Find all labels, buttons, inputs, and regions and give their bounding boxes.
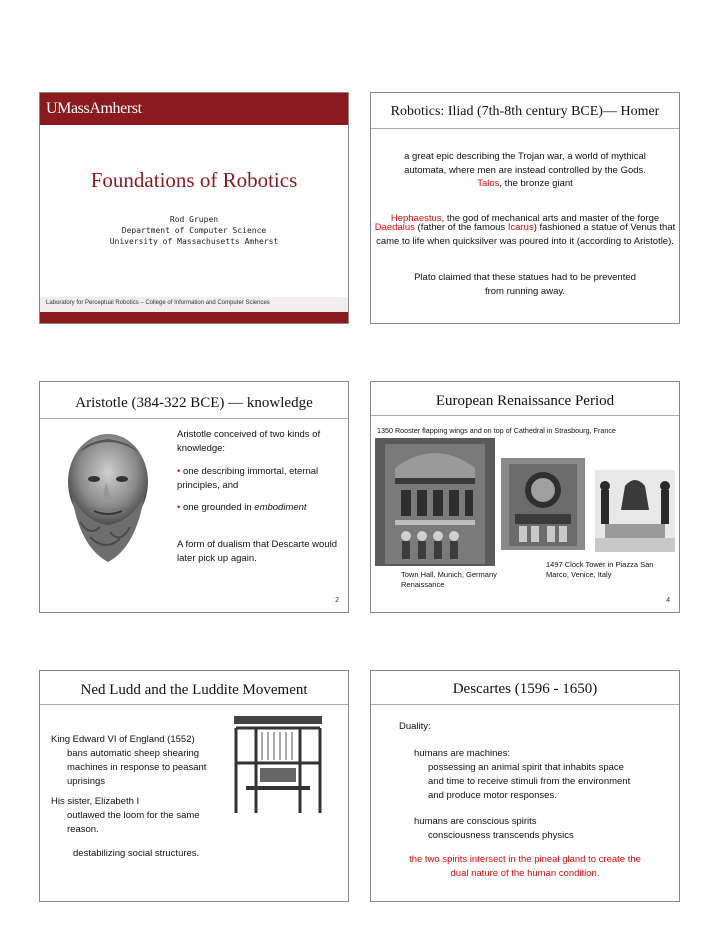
umass-logo: UMassAmherst: [46, 100, 142, 117]
university: University of Massachusetts Amherst: [109, 237, 279, 246]
luddite-line-2: bans automatic sheep shearing: [67, 748, 200, 759]
pineal-line-1: the two spirits intersect in the pineal gland to create the: [409, 854, 641, 865]
descartes-h2a: consciousness transcends physics: [428, 830, 574, 841]
slide-title: [39, 92, 349, 324]
luddite-line-4: uprisings: [67, 776, 106, 787]
slide-luddite: [39, 670, 349, 902]
plato-paragraph: Plato claimed that these statues had to be prevented from running away.: [414, 272, 636, 297]
descartes-h1a: possessing an animal spirit that inhabits space: [428, 762, 624, 773]
slide-title-descartes: Descartes (1596 - 1650): [452, 681, 598, 697]
author-name: Rod Grupen: [169, 215, 219, 224]
caption-munich: [401, 570, 497, 590]
title-divider: [371, 704, 679, 705]
caption-venice: [546, 560, 653, 580]
slide-title-renaissance: European Renaissance Period: [435, 393, 615, 409]
title-divider: [371, 128, 679, 129]
bell-tower-image: [595, 470, 675, 552]
slide-renaissance: [370, 381, 680, 613]
footer-band: [40, 297, 348, 323]
loom-image: [226, 708, 330, 818]
caption-munich-line-1: Town Hall, Munich, Germany: [401, 570, 497, 579]
daedalus-desc: ) fashioned a statue of Venus that came to life when quicksilver was poured into it (according to Aristotle).: [376, 222, 676, 247]
page-number: 2: [335, 597, 339, 604]
footer-text: Laboratory for Perceptual Robotics – College of Information and Computer Sciences: [46, 300, 270, 306]
aristotle-bust-image: [50, 427, 165, 567]
iliad-p1: a great epic describing the Trojan war, a world of mythical automata, where men are instead controlled by the Gods.: [404, 151, 646, 176]
aristotle-bullet-2: [177, 501, 342, 515]
talos-name: Talos: [477, 178, 500, 189]
pineal-gland-statement: [375, 853, 675, 880]
icarus-name: Icarus: [507, 222, 534, 233]
slide-title-iliad: Robotics: Iliad (7th-8th century BCE)— Homer: [390, 104, 660, 119]
descartes-h1b: and time to receive stimuli from the environment: [428, 776, 631, 787]
luddite-line-5: His sister, Elizabeth I: [51, 796, 140, 807]
aristotle-bullet-1: [177, 465, 342, 493]
aristotle-dualism: A form of dualism that Descarte would later pick up again.: [177, 539, 337, 564]
slide-title-luddite: Ned Ludd and the Luddite Movement: [80, 682, 308, 698]
luddite-line-7: reason.: [67, 824, 99, 835]
bullet-dot-icon: •: [177, 502, 181, 513]
luddite-line-6: outlawed the loom for the same: [67, 810, 200, 821]
descartes-h1: humans are machines:: [414, 748, 511, 759]
slide-iliad: [370, 92, 680, 324]
slide-aristotle: [39, 381, 349, 613]
bullet-dot-icon: •: [177, 466, 181, 477]
descartes-h2: humans are conscious spirits: [414, 816, 537, 827]
daedalus-mid: (father of the famous: [414, 222, 508, 233]
bullet-2-text: one grounded in: [182, 502, 255, 513]
caption-strasbourg: 1350 Rooster flapping wings and on top of Cathedral in Strasbourg, France: [377, 426, 616, 435]
iliad-paragraph: [385, 150, 665, 191]
aristotle-intro: Aristotle conceived of two kinds of knowledge:: [177, 429, 321, 454]
page-number: 4: [666, 597, 670, 604]
luddite-line-1: King Edward VI of England (1552): [51, 734, 195, 745]
luddite-line-8: destabilizing social structures.: [73, 848, 200, 859]
title-divider: [371, 415, 679, 416]
munich-town-hall-image: [375, 438, 495, 566]
caption-venice-line-1: 1497 Clock Tower in Piazza San: [546, 560, 654, 569]
caption-munich-line-2: Renaissance: [401, 580, 445, 589]
title-divider: [40, 418, 348, 419]
duality-label: Duality:: [399, 721, 431, 732]
bullet-1-text: one describing immortal, eternal principles, and: [177, 466, 319, 491]
daedalus-name: Daedalus: [374, 222, 415, 233]
slide-main-title: Foundations of Robotics: [90, 168, 298, 192]
descartes-h1c: and produce motor responses.: [428, 790, 557, 801]
slide-descartes: [370, 670, 680, 902]
footer-lab-text: [40, 297, 348, 312]
clock-tower-image: [501, 458, 585, 550]
pineal-line-2: dual nature of the human condition.: [450, 867, 600, 879]
caption-venice-line-2: Marco, Venice, Italy: [546, 570, 612, 579]
title-divider: [40, 704, 348, 705]
header-band: [40, 93, 348, 125]
hephaestus-name: Hephaestus: [390, 213, 442, 224]
bullet-2-emphasis: embodiment: [254, 502, 307, 513]
daedalus-paragraph-visible: [373, 221, 677, 248]
luddite-line-3: machines in response to peasant: [67, 762, 207, 773]
slide-title-aristotle: Aristotle (384-322 BCE) — knowledge: [75, 395, 313, 411]
hephaestus-desc: , the god of mechanical arts and master of the forge: [441, 213, 660, 224]
talos-desc: , the bronze giant: [499, 178, 573, 189]
department: Department of Computer Science: [121, 226, 267, 235]
